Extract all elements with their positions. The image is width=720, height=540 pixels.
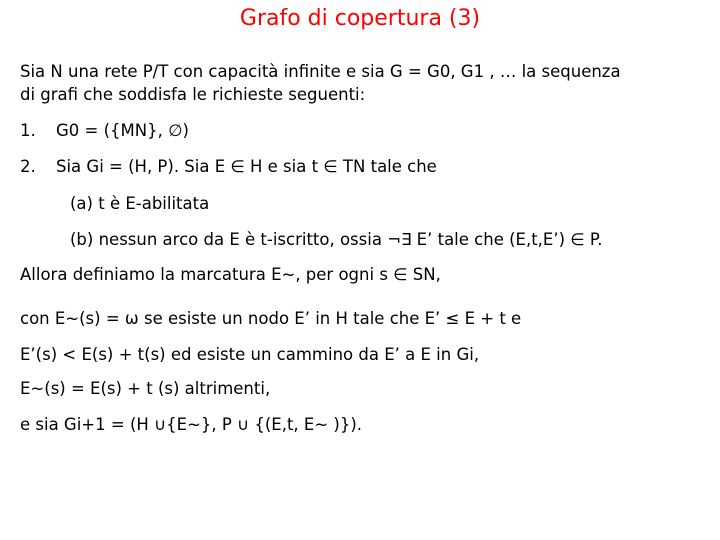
intro-line-2: di grafi che soddisfa le richieste seguenti:	[20, 85, 366, 104]
list-item-1-number: 1.	[20, 121, 36, 140]
then-line: Allora definiamo la marcatura E~, per ogni s ∈ SN,	[20, 265, 441, 284]
final-line: e sia Gi+1 = (H ∪{E~}, P ∪ {(E,t, E~ )}).	[20, 415, 363, 434]
list-item-1	[20, 121, 189, 141]
intro-line-1: Sia N una rete P/T con capacità infinite e sia G = G0, G1 , … la sequenza	[20, 62, 621, 81]
case1-line-2: E’(s) < E(s) + t(s) ed esiste un cammino da E’ a E in Gi,	[20, 345, 480, 364]
case2-line: E~(s) = E(s) + t (s) altrimenti,	[20, 379, 271, 398]
sub-item-a: (a) t è E-abilitata	[70, 194, 210, 213]
list-item-1-text: G0 = ({MN}, ∅)	[56, 121, 189, 140]
slide-title: Grafo di copertura (3)	[239, 6, 481, 31]
list-item-2	[20, 157, 437, 177]
list-item-2-text: Sia Gi = (H, P). Sia E ∈ H e sia t ∈ TN tale che	[56, 157, 437, 176]
list-item-2-number: 2.	[20, 157, 36, 176]
sub-item-b: (b) nessun arco da E è t-iscritto, ossia ¬∃ E’ tale che (E,t,E’) ∈ P.	[70, 230, 603, 249]
case1-line-1: con E~(s) = ω se esiste un nodo E’ in H tale che E’ ≤ E + t e	[20, 309, 522, 328]
